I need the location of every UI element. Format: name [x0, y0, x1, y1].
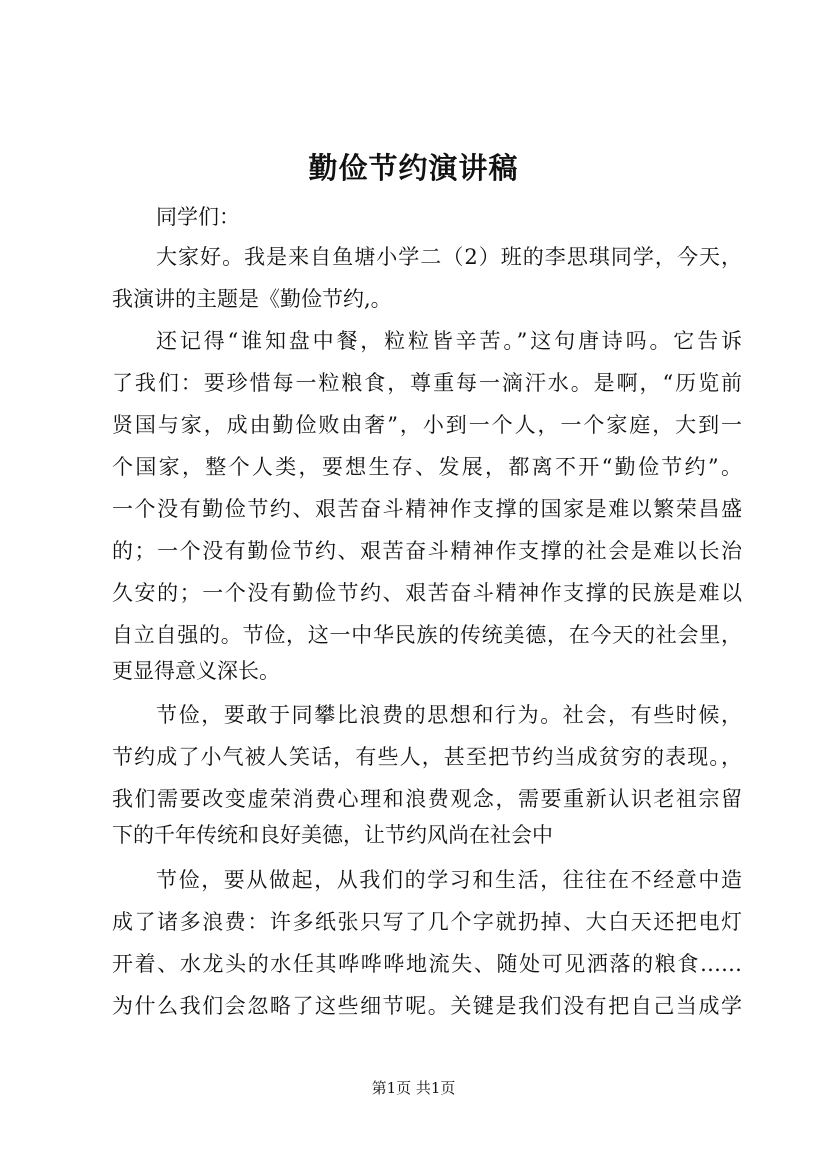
text-line: 自立自强的。节俭，这一中华民族的传统美德，在今天的社会里， — [112, 623, 742, 647]
text-line: 更显得意义深长。 — [112, 659, 280, 683]
text-line: 还记得“谁知盘中餐，粒粒皆辛苦。”这句唐诗吗。它告诉 — [156, 329, 742, 353]
text-line: 我演讲的主题是《勤俭节约,。 — [112, 287, 392, 311]
text-line: 个国家，整个人类，要想生存、发展，都离不开“勤俭节约”。 — [112, 455, 742, 479]
text-line: 节俭，要敢于同攀比浪费的思想和行为。社会，有些时候， — [156, 703, 742, 727]
text-line: 的；一个没有勤俭节约、艰苦奋斗精神作支撑的社会是难以长治 — [112, 539, 742, 563]
text-line: 久安的；一个没有勤俭节约、艰苦奋斗精神作支撑的民族是难以 — [112, 581, 742, 605]
text-line: 节约成了小气被人笑话，有些人，甚至把节约当成贫穷的表现。， — [112, 745, 742, 769]
text-line: 下的千年传统和良好美德，让节约风尚在社会中 — [112, 823, 553, 847]
page-footer: 第1页 共1页 — [371, 1079, 456, 1097]
text-line: 开着、水龙头的水任其哗哗哗地流失、随处可见洒落的粮食…… — [112, 952, 742, 976]
text-line: 为什么我们会忽略了这些细节呢。关键是我们没有把自己当成学 — [112, 994, 742, 1018]
text-line: 大家好。我是来自鱼塘小学二（2）班的李思琪同学，今天， — [156, 245, 742, 269]
text-line: 节俭，要从做起，从我们的学习和生活，往往在不经意中造 — [156, 868, 742, 892]
text-line: 同学们： — [156, 205, 240, 229]
text-line: 贤国与家，成由勤俭败由奢”，小到一个人，一个家庭，大到一 — [112, 413, 742, 437]
document-title: 勤俭节约演讲稿 — [308, 151, 519, 185]
text-line: 一个没有勤俭节约、艰苦奋斗精神作支撑的国家是难以繁荣昌盛 — [112, 497, 742, 521]
text-line: 我们需要改变虚荣消费心理和浪费观念，需要重新认识老祖宗留 — [112, 787, 742, 811]
text-line: 了我们：要珍惜每一粒粮食，尊重每一滴汗水。是啊，“历览前 — [112, 371, 742, 395]
text-line: 成了诸多浪费：许多纸张只写了几个字就扔掉、大白天还把电灯 — [112, 910, 742, 934]
